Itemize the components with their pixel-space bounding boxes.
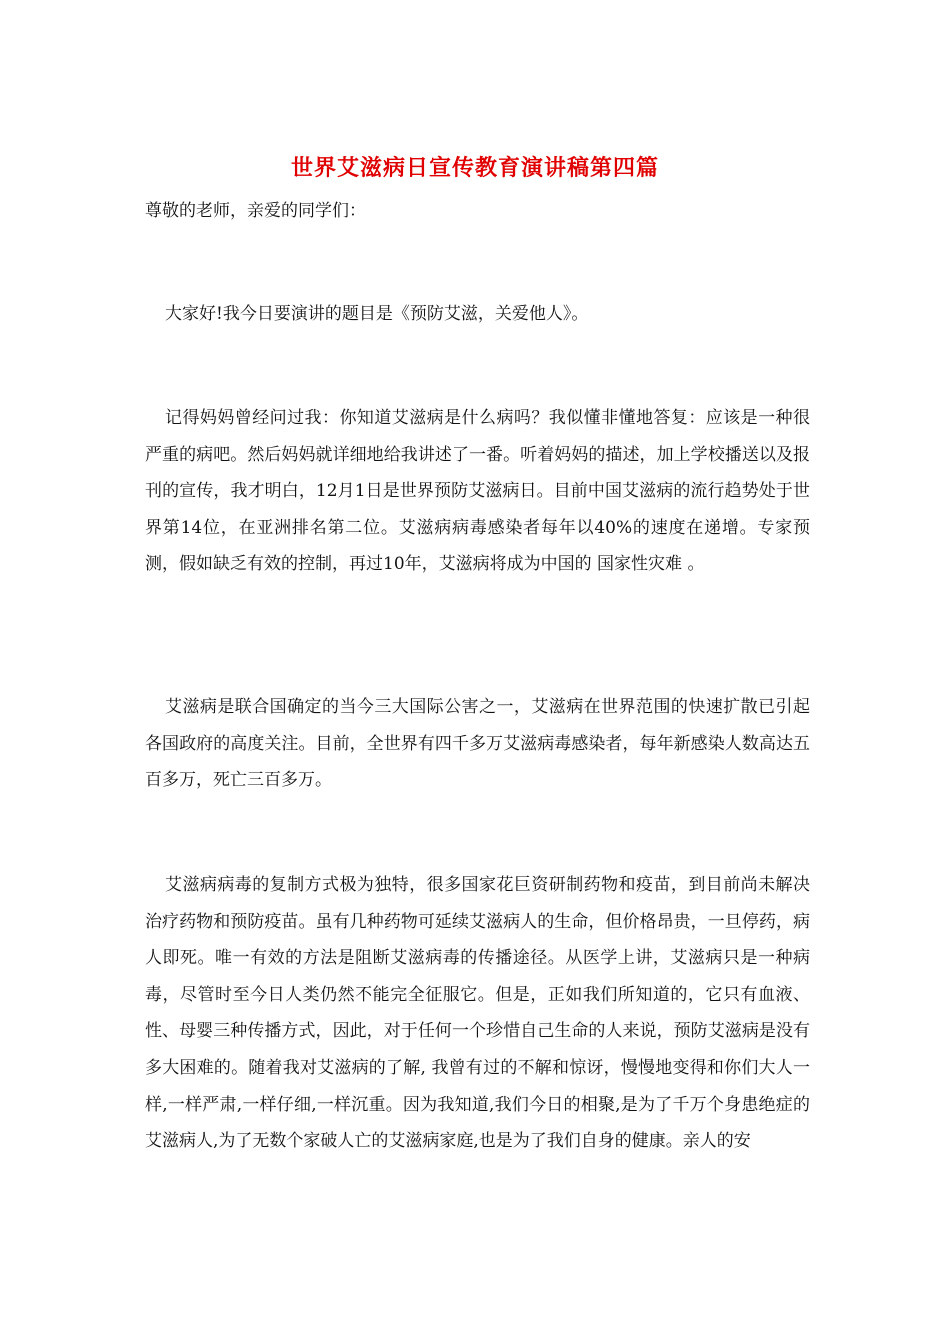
document-title: 世界艾滋病日宣传教育演讲稿第四篇 — [290, 155, 659, 181]
paragraph-3: 艾滋病是联合国确定的当今三大国际公害之一，艾滋病在世界范围的快速扩散已引起各国政府的高度关注。目前，全世界有四千多万艾滋病毒感染者，每年新感染人数高达五百多万，死亡三百多万。 — [145, 697, 810, 791]
paragraph-4: 艾滋病病毒的复制方式极为独特，很多国家花巨资研制药物和疫苗，到目前尚未解决治疗药物和预防疫苗。虽有几种药物可延续艾滋病人的生命，但价格昂贵，一旦停药，病人即死。唯一有效的方法是阻断艾滋病毒的传播途径。从医学上讲，艾滋病只是一种病毒，尽管时至今日人类仍然不能完全征服它。但是，正如我们所知道的，它只有血液、性、母婴三种传播方式，因此，对于任何一个珍惜自己生命的人来说，预防艾滋病是没有多大困难的。随着我对艾滋病的了解, 我曾有过的不解和惊讶，慢慢地变得和你们大人一样,一样严肃,一样仔细,一样沉重。因为我知道,我们今日的相聚,是为了千万个身患绝症的艾滋病人,为了无数个家破人亡的艾滋病家庭,也是为了我们自身的健康。亲人的安 — [145, 875, 810, 1152]
paragraph-2: 记得妈妈曾经问过我：你知道艾滋病是什么病吗？我似懂非懂地答复：应该是一种很严重的病吧。然后妈妈就详细地给我讲述了一番。听着妈妈的描述，加上学校播送以及报刊的宣传，我才明白，12月1日是世界预防艾滋病日。目前中国艾滋病的流行趋势处于世界第14位，在亚洲排名第二位。艾滋病病毒感染者每年以40%的速度在递增。专家预测，假如缺乏有效的控制，再过10年，艾滋病将成为中国的 国家性灾难 。 — [145, 408, 810, 575]
salutation: 尊敬的老师，亲爱的同学们： — [145, 201, 366, 221]
paragraph-1: 大家好!我今日要演讲的题目是《预防艾滋，关爱他人》。 — [165, 304, 589, 324]
